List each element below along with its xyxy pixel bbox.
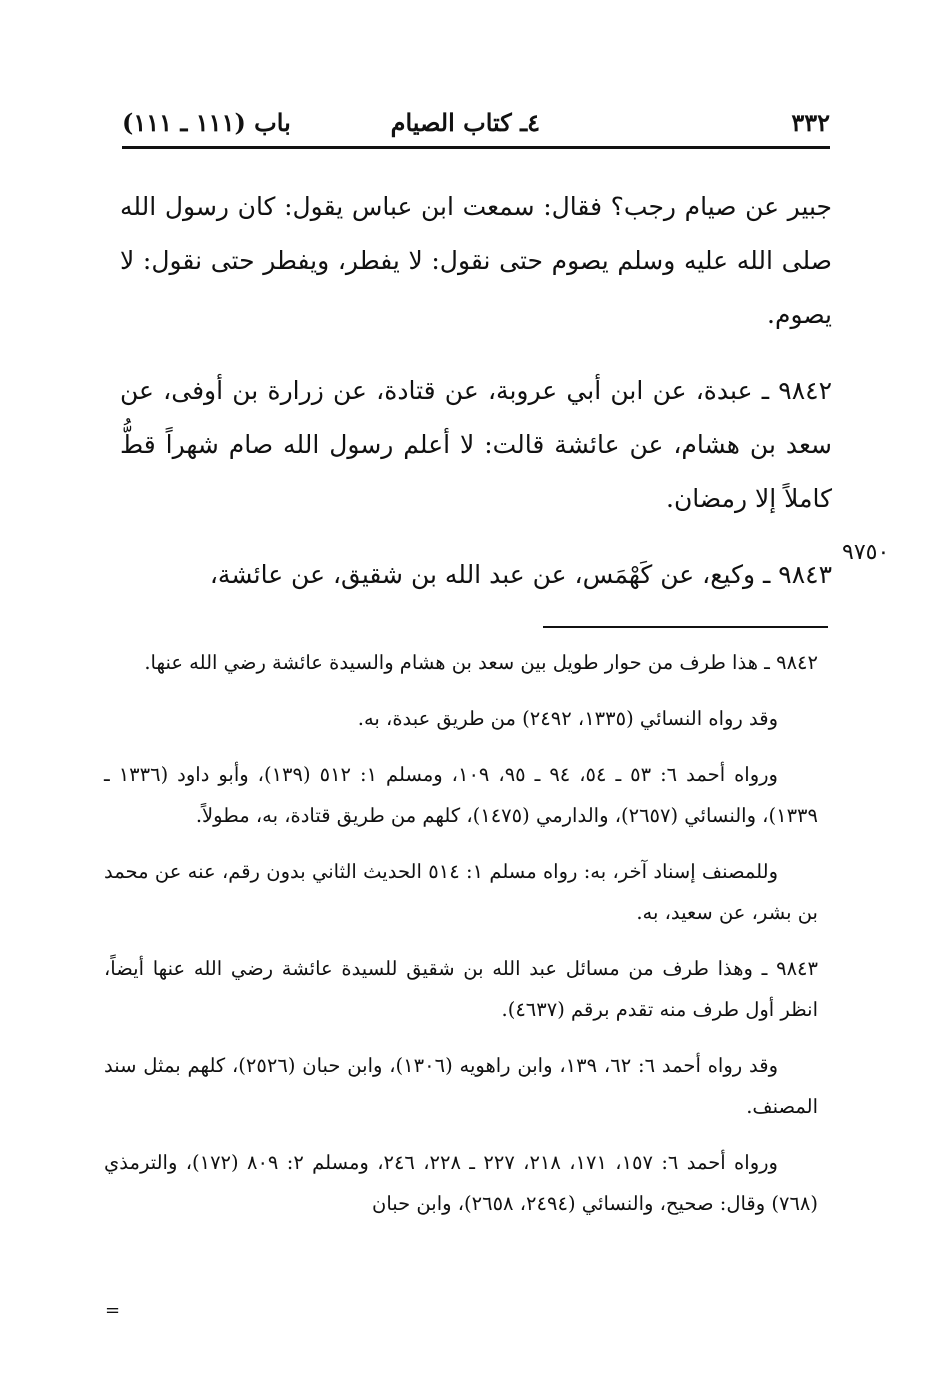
main-text xyxy=(120,180,832,624)
chapter-title: باب (١١١ ـ ١١١) xyxy=(122,108,291,137)
footnote-paragraph: ٩٨٤٢ ـ هذا طرف من حوار طويل بين سعد بن هشام والسيدة عائشة رضي الله عنها. xyxy=(144,651,818,674)
continuation-mark: = xyxy=(105,1300,121,1321)
book-title: ٤ـ كتاب الصيام xyxy=(390,108,540,137)
footnote-divider xyxy=(543,626,828,628)
footnote-paragraph: ٩٨٤٣ ـ وهذا طرف من مسائل عبد الله بن شقيق للسيدة عائشة رضي الله عنها أيضاً، انظر أول طرف منه تقدم برقم (٤٦٣٧). xyxy=(104,957,818,1021)
footnote-paragraph: ورواه أحمد ٦: ٥٣ ـ ٥٤، ٩٤ ـ ٩٥، ١٠٩، ومسلم ١: ٥١٢ (١٣٩)، وأبو داود (١٣٣٦ ـ ١٣٣٩)، والنسائي (٢٦٥٧)، والدارمي (١٤٧٥)، كلهم من طريق قتادة، به، مطولاً. xyxy=(104,763,818,827)
header-divider xyxy=(122,146,830,149)
hadith-9842: ٩٨٤٢ ـ عبدة، عن ابن أبي عروبة، عن قتادة، عن زرارة بن أوفى، عن سعد بن هشام، عن عائشة قالت: لا أعلم رسول الله صام شهراً قطُّ كاملاً إلا رمضان. xyxy=(120,376,832,513)
footnotes xyxy=(104,642,818,1239)
page-number: ٣٣٢ xyxy=(791,108,830,137)
footnote-paragraph: وللمصنف إسناد آخر، به: رواه مسلم ١: ٥١٤ الحديث الثاني بدون رقم، عنه عن محمد بن بشر، عن سعيد، به. xyxy=(104,860,818,924)
footnote-paragraph: ورواه أحمد ٦: ١٥٧، ١٧١، ٢١٨، ٢٢٧ ـ ٢٢٨، ٢٤٦، ومسلم ٢: ٨٠٩ (١٧٢)، والترمذي (٧٦٨) وقال: صحيح، والنسائي (٢٤٩٤، ٢٦٥٨)، وابن حبان xyxy=(104,1151,818,1215)
running-header xyxy=(122,108,830,146)
footnote-paragraph: وقد رواه النسائي (١٣٣٥، ٢٤٩٢) من طريق عبدة، به. xyxy=(357,707,778,730)
hadith-9843: ٩٨٤٣ ـ وكيع، عن كَهْمَس، عن عبد الله بن شقيق، عن عائشة، xyxy=(209,560,832,589)
margin-number: ٩٧٥٠ xyxy=(842,540,890,565)
footnote-paragraph: وقد رواه أحمد ٦: ٦٢، ١٣٩، وابن راهويه (١٣٠٦)، وابن حبان (٢٥٢٦)، كلهم بمثل سند المصنف. xyxy=(104,1054,818,1118)
main-paragraph: جبير عن صيام رجب؟ فقال: سمعت ابن عباس يقول: كان رسول الله صلى الله عليه وسلم يصوم حتى نقول: لا يفطر، ويفطر حتى نقول: لا يصوم. xyxy=(120,192,832,329)
